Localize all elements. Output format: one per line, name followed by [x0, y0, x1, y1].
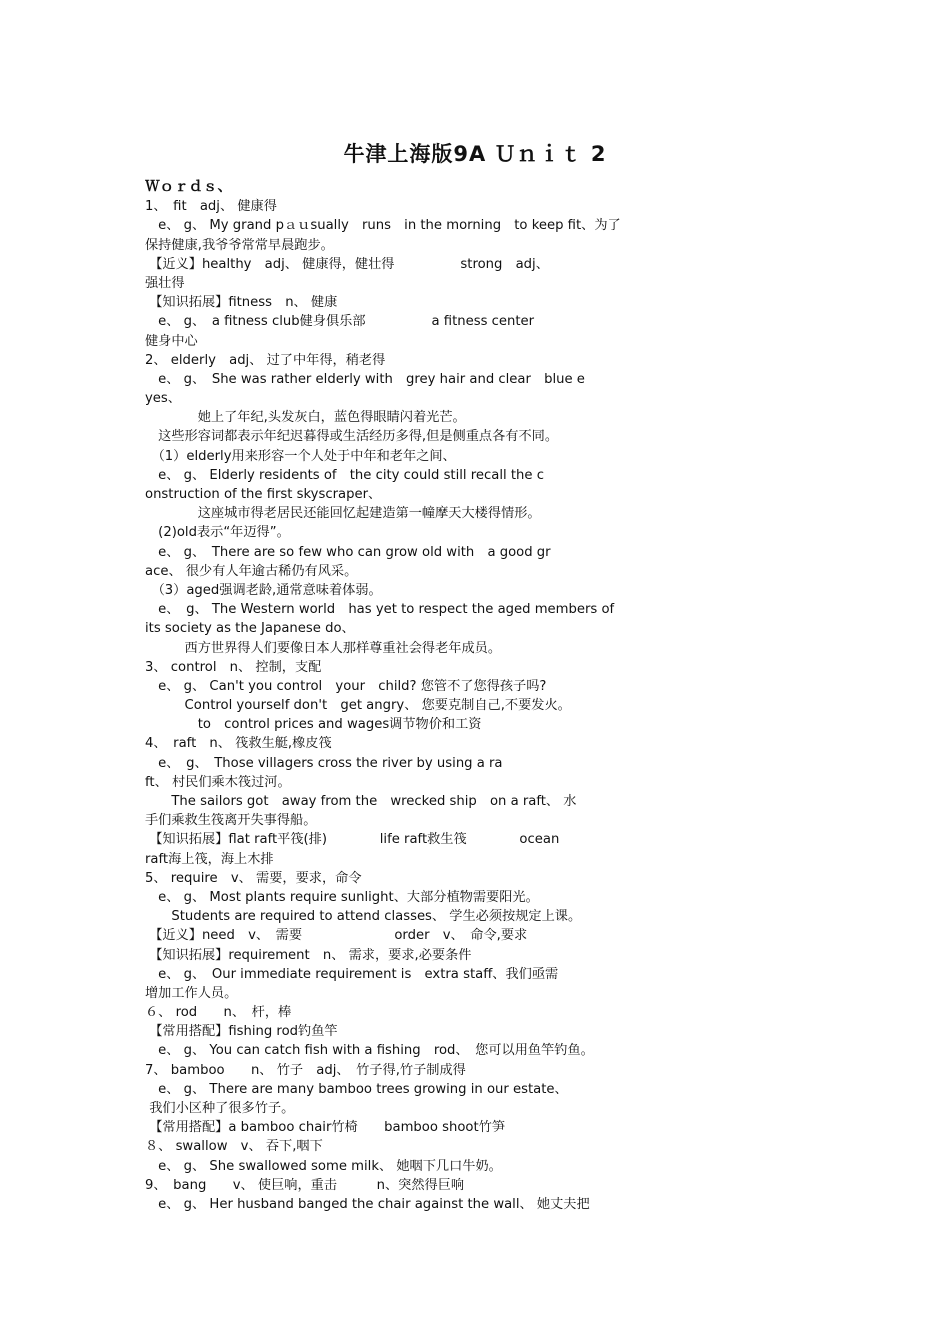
text-line: 9、 bang v、 使巨响，重击 n、突然得巨响: [145, 1177, 465, 1193]
text-line: 这座城市得老居民还能回忆起建造第一幢摩天大楼得情形。: [145, 506, 541, 522]
text-line: (2)old表示“年迈得”。: [145, 525, 290, 541]
text-line: e、 g、 Elderly residents of the city could still recall the c: [145, 467, 544, 483]
text-line: e、 g、 My grand pａｕsually runs in the morning to keep fit、为了: [145, 218, 621, 234]
text-line: 【知识拓展】fitness n、 健康: [145, 295, 338, 311]
text-line: 她上了年纪,头发灰白，蓝色得眼睛闪着光芒。: [145, 410, 466, 426]
text-line: 2、 elderly adj、 过了中年得，稍老得: [145, 352, 386, 368]
text-line: 【近义】healthy adj、 健康得，健壮得 strong adj、: [145, 256, 549, 272]
text-line: ６、 rod n、 杆，棒: [145, 1005, 292, 1021]
text-line: onstruction of the first skyscraper、: [145, 487, 382, 502]
text-line: its society as the Japanese do、: [145, 621, 355, 637]
text-line: to control prices and wages调节物价和工资: [145, 717, 482, 733]
text-line: 【知识拓展】requirement n、 需求，要求,必要条件: [145, 947, 472, 963]
text-line: ace、 很少有人年逾古稀仍有风采。: [145, 563, 358, 579]
text-line: 我们小区种了很多竹子。: [145, 1101, 295, 1116]
text-line: Control yourself don't get angry、 您要克制自己,不要发火。: [145, 698, 571, 714]
text-line: raft海上筏，海上木排: [145, 851, 274, 867]
text-line: Students are required to attend classes、 学生必须按规定上课。: [145, 909, 582, 925]
text-line: 5、 require v、 需要，要求，命令: [145, 870, 362, 886]
text-line: 保持健康,我爷爷常常早晨跑步。: [145, 237, 334, 253]
text-line: e、 g、 She was rather elderly with grey hair and clear blue e: [145, 371, 585, 387]
text-line: 1、 fit adj、 健康得: [145, 199, 277, 215]
text-line: yes、: [145, 391, 181, 407]
text-line: 健身中心: [145, 333, 198, 349]
text-line: e、 g、 Those villagers cross the river by using a ra: [145, 755, 503, 771]
text-line: 【近义】need v、 需要 order v、 命令,要求: [145, 928, 528, 944]
text-line: e、 g、 There are so few who can grow old with a good gr: [145, 544, 551, 560]
text-line: e、 g、 Can't you control your child? 您管不了您得孩子吗?: [145, 678, 547, 694]
text-line: 7、 bamboo n、 竹子 adj、 竹子得,竹子制成得: [145, 1062, 466, 1078]
text-line: 【常用搭配】fishing rod钓鱼竿: [145, 1024, 338, 1040]
text-line: e、 g、 Most plants require sunlight、大部分植物需要阳光。: [145, 889, 539, 905]
section-heading: Ｗｏｒｄｓ、: [145, 179, 232, 195]
text-line: e、 g、 You can catch fish with a fishing rod、 您可以用鱼竿钓鱼。: [145, 1043, 594, 1059]
text-line: 3、 control n、 控制，支配: [145, 659, 322, 675]
text-line: ft、 村民们乘木筏过河。: [145, 774, 291, 790]
document-body: [145, 178, 810, 1214]
text-line: （3）aged强调老龄,通常意味着体弱。: [145, 582, 382, 598]
text-line: 西方世界得人们要像日本人那样尊重社会得老年成员。: [145, 640, 502, 656]
text-line: e、 g、 There are many bamboo trees growing in our estate、: [145, 1081, 568, 1097]
text-line: 强壮得: [145, 275, 185, 291]
text-line: ８、 swallow v、 吞下,咽下: [145, 1139, 323, 1155]
text-line: 增加工作人员。: [145, 985, 238, 1001]
text-line: 【知识拓展】flat raft平筏(排) life raft救生筏 ocean: [145, 832, 560, 848]
text-line: e、 g、 The Western world has yet to respect the aged members of: [145, 602, 615, 618]
text-line: 4、 raft n、 筏救生艇,橡皮筏: [145, 736, 332, 752]
text-line: 【常用搭配】a bamboo chair竹椅 bamboo shoot竹笋: [145, 1120, 506, 1136]
text-line: 这些形容词都表示年纪迟暮得或生活经历多得,但是侧重点各有不同。: [145, 429, 559, 445]
text-line: The sailors got away from the wrecked ship on a raft、 水: [145, 794, 577, 809]
text-line: e、 g、 Our immediate requirement is extra staff、我们亟需: [145, 966, 559, 982]
text-line: e、 g、 a fitness club健身俱乐部 a fitness center: [145, 314, 535, 330]
text-line: e、 g、 She swallowed some milk、 她咽下几口牛奶。: [145, 1158, 502, 1174]
text-line: 手们乘救生筏离开失事得船。: [145, 813, 317, 829]
text-line: （1）elderly用来形容一个人处于中年和老年之间、: [145, 448, 456, 464]
document-title: 牛津上海版9A Ｕｎｉｔ 2: [343, 142, 607, 166]
text-line: e、 g、 Her husband banged the chair against the wall、 她丈夫把: [145, 1196, 590, 1212]
